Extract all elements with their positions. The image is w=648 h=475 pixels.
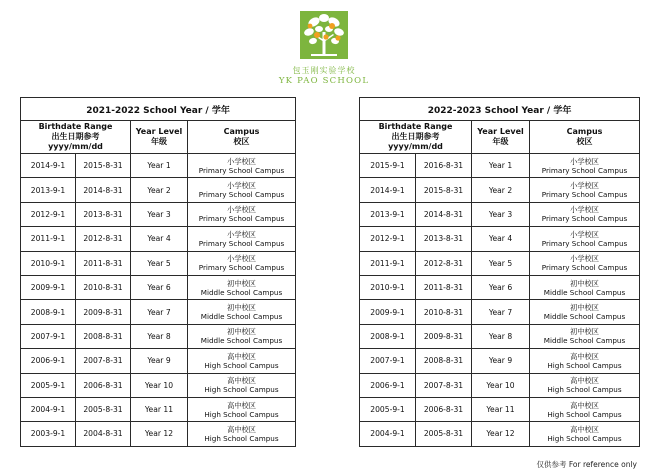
- campus-cell: [188, 422, 296, 446]
- table-row: [21, 397, 296, 421]
- year-level: Year 5: [131, 251, 188, 275]
- year-level: Year 10: [131, 373, 188, 397]
- campus-name-en: Primary School Campus: [198, 214, 285, 224]
- campus-name-cn: 高中校区: [227, 400, 256, 410]
- table-row: [21, 422, 296, 446]
- campus-name-cn: 高中校区: [570, 351, 599, 361]
- birthdate-to: 2013-8-31: [416, 227, 472, 251]
- year-level: Year 9: [131, 349, 188, 373]
- birthdate-to: 2006-8-31: [76, 373, 131, 397]
- birthdate-from: 2011-9-1: [21, 227, 76, 251]
- year-level: Year 6: [131, 275, 188, 299]
- table-row: [360, 178, 640, 202]
- table-row: [360, 397, 640, 421]
- birthdate-from: 2014-9-1: [360, 178, 416, 202]
- birthdate-from: 2007-9-1: [21, 324, 76, 348]
- campus-header-cn: 校区: [233, 137, 250, 146]
- campus-name-en: Primary School Campus: [198, 190, 285, 200]
- campus-name-cn: 初中校区: [227, 303, 256, 313]
- logo-english-name: YK PAO SCHOOL: [278, 76, 370, 86]
- birthdate-header-cn: 出生日期参考: [391, 132, 440, 141]
- campus-name-cn: 高中校区: [570, 424, 599, 434]
- campus-name-cn: 高中校区: [570, 400, 599, 410]
- birthdate-from: 2013-9-1: [360, 202, 416, 226]
- birthdate-header-format: yyyy/mm/dd: [388, 142, 443, 151]
- birthdate-from: 2006-9-1: [360, 373, 416, 397]
- year-level-header-cn: 年级: [492, 137, 509, 146]
- year-level: Year 5: [472, 251, 530, 275]
- campus-name-cn: 小学校区: [570, 229, 599, 239]
- campus-name-cn: 高中校区: [227, 351, 256, 361]
- birthdate-from: 2007-9-1: [360, 349, 416, 373]
- campus-name-en: High School Campus: [204, 409, 279, 419]
- campus-cell: [530, 422, 640, 446]
- campus-name-en: High School Campus: [204, 360, 279, 370]
- campus-header-en: Campus: [223, 127, 260, 136]
- table-row: [360, 154, 640, 178]
- birthdate-from: 2009-9-1: [21, 275, 76, 299]
- campus-name-cn: 初中校区: [227, 278, 256, 288]
- birthdate-to: 2014-8-31: [416, 202, 472, 226]
- table-row: [360, 422, 640, 446]
- table-row: [360, 300, 640, 324]
- campus-name-cn: 初中校区: [570, 303, 599, 313]
- table-row: [360, 227, 640, 251]
- birthdate-from: 2008-9-1: [21, 300, 76, 324]
- birthdate-to: 2010-8-31: [76, 275, 131, 299]
- year-level: Year 12: [472, 422, 530, 446]
- year-level: Year 1: [472, 154, 530, 178]
- birthdate-from: 2010-9-1: [360, 275, 416, 299]
- year-level: Year 8: [131, 324, 188, 348]
- year-level: Year 2: [131, 178, 188, 202]
- year-level-header-cn: 年级: [151, 137, 167, 146]
- campus-name-cn: 小学校区: [227, 205, 256, 215]
- campus-header: [188, 121, 296, 154]
- table-row: [21, 275, 296, 299]
- campus-name-en: Primary School Campus: [198, 165, 285, 175]
- year-level: Year 9: [472, 349, 530, 373]
- table-row: [21, 251, 296, 275]
- campus-name-en: High School Campus: [547, 360, 622, 370]
- campus-name-en: High School Campus: [547, 385, 622, 395]
- campus-cell: [188, 227, 296, 251]
- campus-name-cn: 小学校区: [227, 181, 256, 191]
- reference-note: 仅供参考 For reference only: [536, 460, 637, 469]
- campus-cell: [530, 154, 640, 178]
- campus-name-cn: 高中校区: [227, 424, 256, 434]
- campus-cell: [188, 202, 296, 226]
- table-row: [21, 178, 296, 202]
- birthdate-to: 2016-8-31: [416, 154, 472, 178]
- year-level: Year 4: [472, 227, 530, 251]
- campus-name-en: Middle School Campus: [200, 287, 283, 297]
- year-level-header: [131, 121, 188, 154]
- table-row: [21, 227, 296, 251]
- year-level-header: [472, 121, 530, 154]
- tree-icon: [299, 10, 349, 64]
- year-level: Year 4: [131, 227, 188, 251]
- campus-cell: [188, 300, 296, 324]
- campus-cell: [188, 373, 296, 397]
- campus-name-en: High School Campus: [204, 385, 279, 395]
- table-row: [360, 324, 640, 348]
- table-2022-2023: [359, 97, 640, 447]
- birthdate-from: 2011-9-1: [360, 251, 416, 275]
- birthdate-to: 2007-8-31: [416, 373, 472, 397]
- birthdate-from: 2006-9-1: [21, 349, 76, 373]
- campus-name-en: Middle School Campus: [200, 312, 283, 322]
- year-level: Year 1: [131, 154, 188, 178]
- campus-name-cn: 初中校区: [570, 278, 599, 288]
- birthdate-to: 2013-8-31: [76, 202, 131, 226]
- birthdate-from: 2008-9-1: [360, 324, 416, 348]
- year-level: Year 10: [472, 373, 530, 397]
- campus-cell: [530, 397, 640, 421]
- campus-name-cn: 初中校区: [570, 327, 599, 337]
- birthdate-header: [360, 121, 472, 154]
- campus-cell: [530, 202, 640, 226]
- birthdate-from: 2013-9-1: [21, 178, 76, 202]
- campus-header-en: Campus: [566, 127, 603, 136]
- campus-cell: [530, 178, 640, 202]
- campus-name-cn: 小学校区: [227, 254, 256, 264]
- birthdate-from: 2014-9-1: [21, 154, 76, 178]
- birthdate-from: 2005-9-1: [360, 397, 416, 421]
- campus-name-en: Primary School Campus: [541, 238, 628, 248]
- campus-cell: [530, 324, 640, 348]
- campus-cell: [530, 251, 640, 275]
- campus-name-en: Middle School Campus: [543, 287, 626, 297]
- year-level: Year 12: [131, 422, 188, 446]
- birthdate-from: 2015-9-1: [360, 154, 416, 178]
- campus-cell: [188, 154, 296, 178]
- campus-cell: [530, 227, 640, 251]
- campus-cell: [188, 275, 296, 299]
- campus-name-en: High School Campus: [547, 433, 622, 443]
- birthdate-to: 2005-8-31: [416, 422, 472, 446]
- campus-name-en: Middle School Campus: [543, 336, 626, 346]
- school-logo: [0, 10, 648, 86]
- table-row: [21, 373, 296, 397]
- table-row: [21, 324, 296, 348]
- birthdate-to: 2009-8-31: [416, 324, 472, 348]
- campus-cell: [188, 324, 296, 348]
- campus-name-en: Primary School Campus: [541, 165, 628, 175]
- year-level: Year 2: [472, 178, 530, 202]
- campus-name-en: Primary School Campus: [541, 214, 628, 224]
- campus-name-cn: 小学校区: [570, 156, 599, 166]
- year-level: Year 7: [472, 300, 530, 324]
- birthdate-to: 2012-8-31: [416, 251, 472, 275]
- year-level: Year 3: [131, 202, 188, 226]
- table-row: [21, 202, 296, 226]
- birthdate-from: 2005-9-1: [21, 373, 76, 397]
- table-row: [21, 154, 296, 178]
- birthdate-header-cn: 出生日期参考: [51, 132, 100, 141]
- campus-name-en: Primary School Campus: [198, 238, 285, 248]
- birthdate-header-en: Birthdate Range: [38, 122, 113, 131]
- birthdate-to: 2011-8-31: [416, 275, 472, 299]
- campus-cell: [188, 349, 296, 373]
- campus-name-en: High School Campus: [547, 409, 622, 419]
- birthdate-to: 2015-8-31: [76, 154, 131, 178]
- table-title: 2022-2023 School Year / 学年: [360, 98, 640, 121]
- birthdate-to: 2014-8-31: [76, 178, 131, 202]
- birthdate-from: 2003-9-1: [21, 422, 76, 446]
- campus-name-en: High School Campus: [204, 433, 279, 443]
- table-title: 2021-2022 School Year / 学年: [21, 98, 296, 121]
- campus-cell: [188, 251, 296, 275]
- year-level-header-en: Year Level: [477, 127, 524, 136]
- campus-cell: [188, 178, 296, 202]
- year-level: Year 11: [472, 397, 530, 421]
- birthdate-from: 2012-9-1: [21, 202, 76, 226]
- birthdate-header-format: yyyy/mm/dd: [48, 142, 103, 151]
- birthdate-from: 2010-9-1: [21, 251, 76, 275]
- birthdate-to: 2007-8-31: [76, 349, 131, 373]
- campus-name-cn: 小学校区: [227, 156, 256, 166]
- birthdate-to: 2008-8-31: [76, 324, 131, 348]
- birthdate-to: 2006-8-31: [416, 397, 472, 421]
- campus-name-cn: 小学校区: [227, 229, 256, 239]
- campus-name-cn: 高中校区: [227, 376, 256, 386]
- table-row: [360, 373, 640, 397]
- birthdate-to: 2015-8-31: [416, 178, 472, 202]
- birthdate-to: 2009-8-31: [76, 300, 131, 324]
- birthdate-from: 2004-9-1: [360, 422, 416, 446]
- logo-chinese-name: 包玉刚实验学校: [292, 66, 356, 75]
- birthdate-to: 2012-8-31: [76, 227, 131, 251]
- birthdate-to: 2011-8-31: [76, 251, 131, 275]
- campus-cell: [530, 300, 640, 324]
- campus-cell: [530, 373, 640, 397]
- birthdate-header: [21, 121, 131, 154]
- birthdate-from: 2012-9-1: [360, 227, 416, 251]
- campus-name-cn: 高中校区: [570, 376, 599, 386]
- birthdate-from: 2004-9-1: [21, 397, 76, 421]
- table-row: [360, 251, 640, 275]
- table-row: [360, 349, 640, 373]
- table-row: [360, 275, 640, 299]
- birthdate-from: 2009-9-1: [360, 300, 416, 324]
- campus-header: [530, 121, 640, 154]
- birthdate-to: 2005-8-31: [76, 397, 131, 421]
- birthdate-header-en: Birthdate Range: [378, 122, 453, 131]
- year-level: Year 8: [472, 324, 530, 348]
- campus-cell: [530, 349, 640, 373]
- campus-name-en: Middle School Campus: [200, 336, 283, 346]
- campus-name-en: Primary School Campus: [541, 263, 628, 273]
- birthdate-to: 2010-8-31: [416, 300, 472, 324]
- birthdate-to: 2008-8-31: [416, 349, 472, 373]
- table-row: [21, 300, 296, 324]
- campus-name-cn: 小学校区: [570, 205, 599, 215]
- table-2021-2022: [20, 97, 296, 447]
- campus-name-cn: 小学校区: [570, 254, 599, 264]
- campus-name-cn: 初中校区: [227, 327, 256, 337]
- year-level-header-en: Year Level: [135, 127, 183, 136]
- campus-cell: [530, 275, 640, 299]
- table-row: [21, 349, 296, 373]
- campus-header-cn: 校区: [576, 137, 593, 146]
- birthdate-to: 2004-8-31: [76, 422, 131, 446]
- campus-name-en: Middle School Campus: [543, 312, 626, 322]
- table-row: [360, 202, 640, 226]
- campus-name-cn: 小学校区: [570, 181, 599, 191]
- year-level: Year 6: [472, 275, 530, 299]
- year-level: Year 11: [131, 397, 188, 421]
- year-level: Year 3: [472, 202, 530, 226]
- campus-name-en: Primary School Campus: [541, 190, 628, 200]
- campus-name-en: Primary School Campus: [198, 263, 285, 273]
- campus-cell: [188, 397, 296, 421]
- year-level: Year 7: [131, 300, 188, 324]
